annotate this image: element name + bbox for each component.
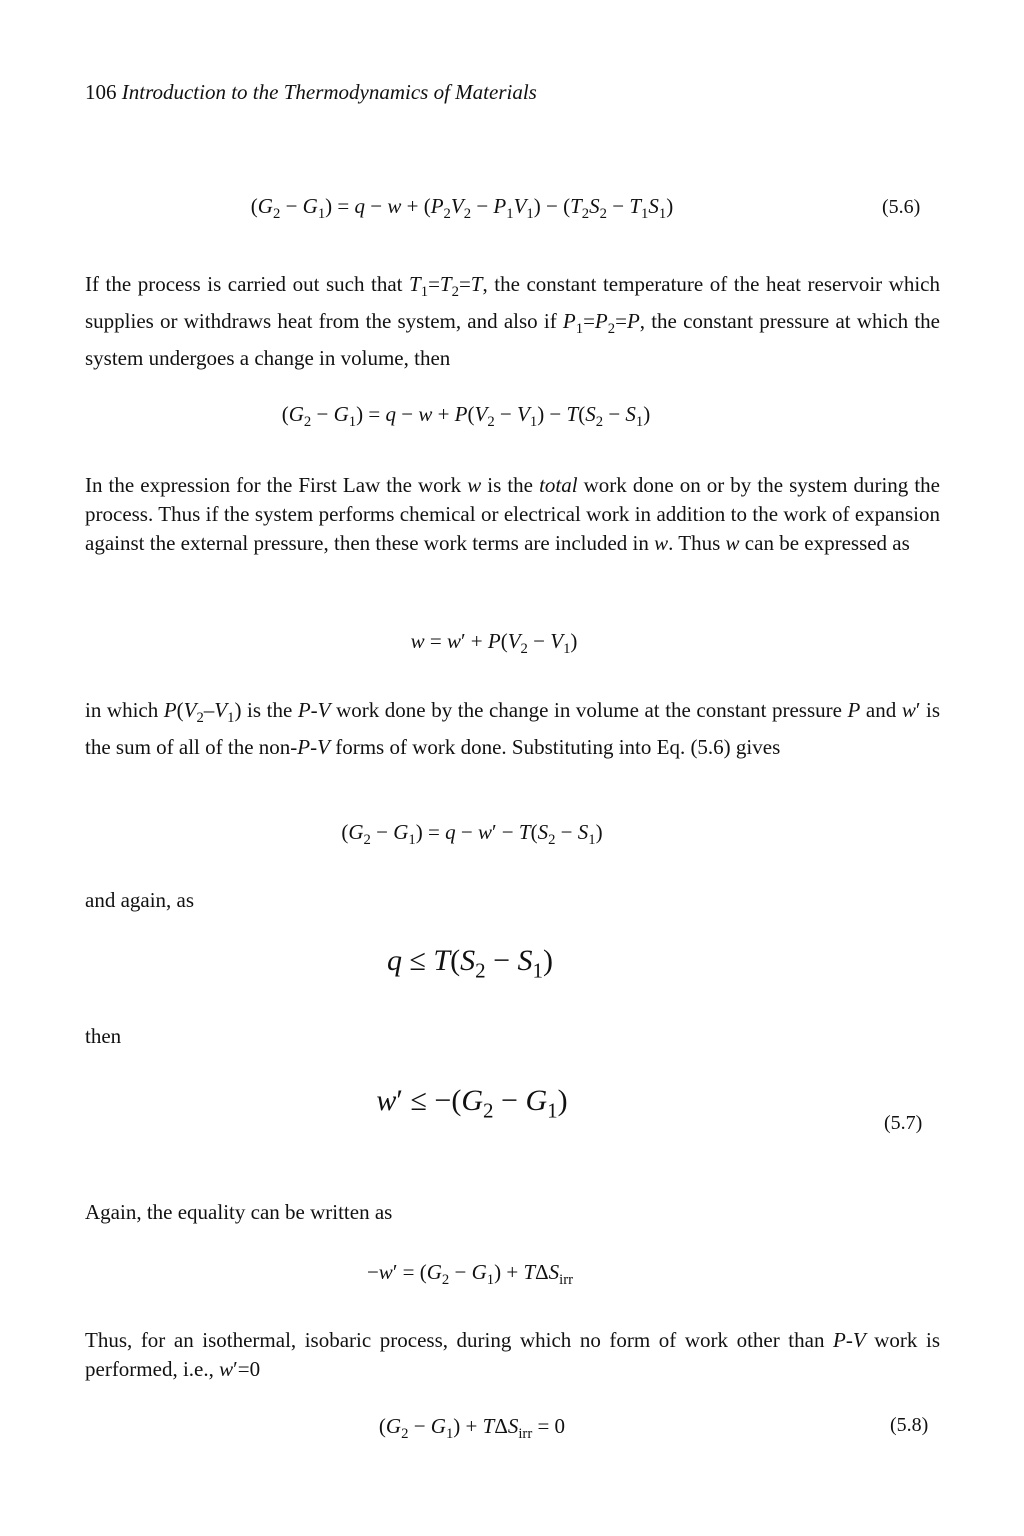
equation-5-6: $(G_2 - G_1) = q - w + (P_2V_2 - P_1V_1) - (T_2S_2 - T_1S_1)$ (250, 194, 674, 223)
equation-number-5-7: (5.7) (884, 1112, 923, 1134)
paragraph-3: in which $P(V_2-V_1)$ is the P-V work done by the change in volume at the constant pressure P and w′ is the sum of all of the non-P-V forms of work done. Substituting into Eq. (5.6) gives (85, 698, 941, 759)
equation-5-7: $w' \le -(G_2 - G_1)$ (376, 1084, 568, 1123)
equation-number-5-8: (5.8) (890, 1414, 929, 1436)
book-title: Introduction to the Thermodynamics of Materials (121, 80, 537, 104)
paragraph-6: Again, the equality can be written as (85, 1200, 393, 1224)
page-number: 106 (85, 80, 117, 104)
equation-5-8: $(G_2 - G_1) + T\Delta S_{irr} = 0$ (378, 1414, 566, 1443)
equation-heat-inequality: $q \le T(S_2 - S_1)$ (386, 944, 554, 983)
equation-equality: $-w' = (G_2 - G_1) + T\Delta S_{irr}$ (366, 1260, 574, 1289)
paragraph-5: then (85, 1024, 122, 1048)
paragraph-7: Thus, for an isothermal, isobaric process, during which no form of work other than P-V work is performed, i.e., w′=0 (85, 1328, 940, 1381)
equation-work: $w = w' + P(V_2 - V_1)$ (410, 629, 578, 658)
equation-isothermal-isobaric: $(G_2 - G_1) = q - w + P(V_2 - V_1) - T(S_2 - S_1)$ (281, 402, 651, 431)
paragraph-2: In the expression for the First Law the work w is the total work done on or by the system during the process. Thus if the system performs chemical or electrical work in addition to the work of expansion against the external pressure, then these work terms are included in w. Thus w can be expressed as (85, 473, 940, 555)
running-header (85, 80, 537, 105)
equation-substituted: $(G_2 - G_1) = q - w' - T(S_2 - S_1)$ (341, 820, 603, 849)
paragraph-1: If the process is carried out such that $T_1=T_2=T$, the constant temperature of the heat reservoir which supplies or withdraws heat from the system, and also if $P_1=P_2=P$, the constant pressure at which the system undergoes a change in volume, then (85, 272, 940, 370)
equation-number-5-6: (5.6) (882, 196, 921, 218)
paragraph-4: and again, as (85, 888, 195, 912)
